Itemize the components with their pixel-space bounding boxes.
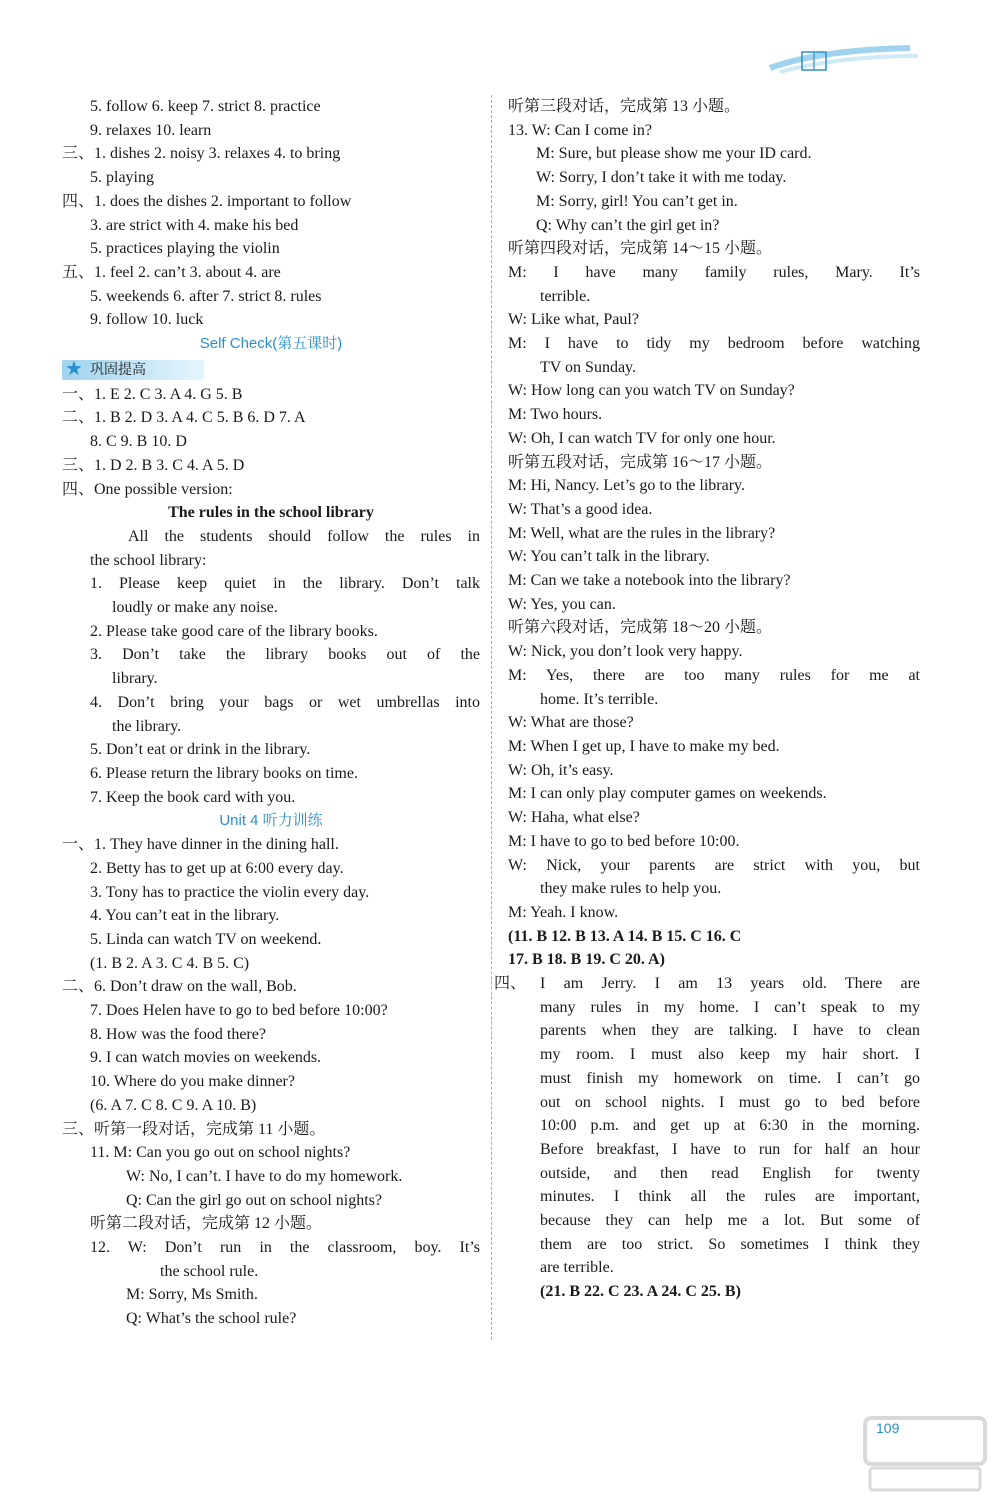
passage-line: them are too strict. So sometimes I think they: [540, 1235, 920, 1253]
passage-block: [494, 972, 920, 1304]
dialogue-line: M: Yes, there are too many rules for me at: [508, 666, 920, 684]
dialogue-line: M: I have many family rules, Mary. It’s: [508, 263, 920, 281]
left-column: [62, 95, 480, 1331]
answer-line: (11. B 12. B 13. A 14. B 15. C 16. C: [508, 927, 742, 945]
passage-line: out on school nights. I must go to bed before: [540, 1093, 920, 1111]
dialogue-line: W: Nick, you don’t look very happy.: [508, 643, 743, 661]
listening-line: Q: What’s the school rule?: [126, 1310, 297, 1328]
answer-line: 9. relaxes 10. learn: [90, 121, 212, 139]
dialogue-line: home. It’s terrible.: [540, 690, 659, 708]
passage-line: parents when they are talking. I have to clean: [540, 1022, 920, 1040]
dialogue-line: 13. W: Can I come in?: [508, 121, 652, 139]
answer-line: 9. follow 10. luck: [90, 311, 204, 329]
answer-line: 5. weekends 6. after 7. strict 8. rules: [90, 287, 322, 305]
listening-line: 11. M: Can you go out on school nights?: [90, 1144, 351, 1162]
passage-line: my room. I must also keep my hair short. I: [540, 1046, 920, 1064]
passage-line: are terrible.: [540, 1259, 614, 1277]
answer-line: 五、1. feel 2. can’t 3. about 4. are: [62, 263, 281, 281]
dialogue-line: W: Oh, it’s easy.: [508, 761, 614, 779]
essay-rule: 3. Don’t take the library books out of the: [90, 646, 480, 664]
dialogue-line: M: Can we take a notebook into the library?: [508, 572, 791, 590]
listening-line: Q: Can the girl go out on school nights?: [126, 1191, 382, 1209]
dialogue-line: M: Sure, but please show me your ID card.: [536, 145, 812, 163]
listening-line: 听第二段对话，完成第 12 小题。: [90, 1215, 323, 1233]
passage-line: minutes. I think all the rules are important,: [540, 1188, 920, 1206]
dialogue-line: 听第五段对话，完成第 16～17 小题。: [508, 453, 773, 471]
answer-line: 一、1. E 2. C 3. A 4. G 5. B: [62, 385, 243, 403]
dialogue-line: W: Yes, you can.: [508, 595, 616, 613]
dialogue-line: terrible.: [540, 287, 591, 305]
dialogue-line: TV on Sunday.: [540, 358, 636, 376]
passage-line: outside, and then read English for twenty: [540, 1164, 920, 1182]
listening-line: 10. Where do you make dinner?: [90, 1073, 295, 1091]
answer-line: 二、1. B 2. D 3. A 4. C 5. B 6. D 7. A: [62, 409, 306, 427]
answer-line: 5. playing: [90, 169, 154, 187]
book-decoration-icon: [760, 42, 920, 76]
dialogue-line: M: Hi, Nancy. Let’s go to the library.: [508, 477, 745, 495]
dialogue-line: M: Well, what are the rules in the library?: [508, 524, 776, 542]
answer-line: 17. B 18. B 19. C 20. A): [508, 951, 665, 969]
dialogue-line: W: How long can you watch TV on Sunday?: [508, 382, 795, 400]
passage-line: many rules in my home. I can’t speak to my: [540, 998, 920, 1016]
essay-rule: 5. Don’t eat or drink in the library.: [90, 741, 311, 759]
essay-rule-cont: the library.: [112, 717, 182, 735]
dialogue-line: W: Haha, what else?: [508, 809, 640, 827]
dialogue-line: M: I can only play computer games on weekends.: [508, 785, 827, 803]
listening-line: 9. I can watch movies on weekends.: [90, 1049, 322, 1067]
passage-line: because they can help me a lot. But some of: [540, 1212, 920, 1230]
essay-rule: 2. Please take good care of the library books.: [90, 622, 378, 640]
essay-rule-cont: library.: [112, 670, 158, 688]
passage-answers: (21. B 22. C 23. A 24. C 25. B): [540, 1283, 741, 1301]
essay-rule-cont: loudly or make any noise.: [112, 599, 278, 617]
passage-line: 10:00 p.m. and get up at 6:30 in the morning.: [540, 1117, 920, 1135]
listening-line: 5. Linda can watch TV on weekend.: [90, 930, 322, 948]
dialogue-line: M: I have to tidy my bedroom before watching: [508, 335, 920, 353]
answer-line: 三、1. dishes 2. noisy 3. relaxes 4. to bring: [62, 145, 341, 163]
passage-line: I am Jerry. I am 13 years old. There are: [540, 975, 920, 993]
column-divider: [491, 95, 492, 1340]
answer-line: 5. follow 6. keep 7. strict 8. practice: [90, 98, 321, 115]
dialogue-line: 听第六段对话，完成第 18～20 小题。: [508, 619, 773, 637]
listening-line: 7. Does Helen have to go to bed before 10:00?: [90, 1002, 388, 1020]
dialogue-line: W: Like what, Paul?: [508, 311, 639, 329]
listening-answers: (6. A 7. C 8. C 9. A 10. B): [90, 1096, 257, 1114]
essay-line: the school library:: [90, 551, 207, 569]
listening-line: 8. How was the food there?: [90, 1025, 266, 1043]
answer-line: 三、1. D 2. B 3. C 4. A 5. D: [62, 456, 245, 474]
listening-line: 3. Tony has to practice the violin every day.: [90, 883, 370, 901]
essay-rule: 4. Don’t bring your bags or wet umbrellas into: [90, 693, 480, 711]
dialogue-line: W: Sorry, I don’t take it with me today.: [536, 169, 787, 187]
dialogue-line: 听第四段对话，完成第 14～15 小题。: [508, 240, 773, 258]
listening-line: 12. W: Don’t run in the classroom, boy. It’s: [90, 1239, 480, 1257]
answer-line: 四、One possible version:: [62, 480, 233, 498]
dialogue-line: M: Sorry, girl! You can’t get in.: [536, 192, 738, 210]
essay-title: The rules in the school library: [168, 504, 374, 522]
dialogue-line: W: Nick, your parents are strict with you, but: [508, 856, 920, 874]
essay-rule: 6. Please return the library books on time.: [90, 764, 358, 782]
dialogue-line: they make rules to help you.: [540, 880, 722, 898]
essay-rule: 7. Keep the book card with you.: [90, 788, 296, 806]
answer-line: 四、1. does the dishes 2. important to follow: [62, 192, 352, 210]
dialogue-line: W: What are those?: [508, 714, 634, 732]
listening-line: 2. Betty has to get up at 6:00 every day.: [90, 859, 344, 877]
listening-line: 二、6. Don’t draw on the wall, Bob.: [62, 978, 297, 996]
section-title-unit4: Unit 4 听力训练: [219, 812, 323, 830]
answer-line: 3. are strict with 4. make his bed: [90, 216, 299, 234]
passage-line: must finish my homework on time. I can’t go: [540, 1069, 920, 1087]
page-number: 109: [876, 1420, 900, 1436]
essay-rule: 1. Please keep quiet in the library. Don’t talk: [90, 575, 480, 593]
listening-line: 三、听第一段对话，完成第 11 小题。: [62, 1120, 326, 1138]
dialogue-line: M: I have to go to bed before 10:00.: [508, 832, 740, 850]
passage-label: 四、: [494, 975, 527, 993]
listening-line: 一、1. They have dinner in the dining hall.: [62, 836, 339, 854]
listening-line: the school rule.: [160, 1262, 259, 1280]
section-title-self-check: Self Check(第五课时): [199, 335, 343, 353]
dialogue-line: M: Two hours.: [508, 406, 603, 424]
listening-answers: (1. B 2. A 3. C 4. B 5. C): [90, 954, 250, 972]
answer-line: 8. C 9. B 10. D: [90, 433, 187, 451]
passage-line: Before breakfast, I have to run for half an hour: [540, 1140, 920, 1158]
dialogue-line: Q: Why can’t the girl get in?: [536, 216, 720, 234]
dialogue-line: W: You can’t talk in the library.: [508, 548, 710, 566]
dialogue-line: W: That’s a good idea.: [508, 500, 653, 518]
essay-line: All the students should follow the rules in: [128, 527, 480, 545]
listening-line: M: Sorry, Ms Smith.: [126, 1286, 258, 1304]
listening-line: W: No, I can’t. I have to do my homework.: [126, 1167, 403, 1185]
dialogue-line: 听第三段对话，完成第 13 小题。: [508, 98, 741, 115]
answer-line: 5. practices playing the violin: [90, 240, 280, 258]
dialogue-line: M: When I get up, I have to make my bed.: [508, 737, 780, 755]
star-icon: ★: [65, 357, 83, 380]
banner-label: 巩固提高: [90, 361, 146, 378]
dialogue-line: W: Oh, I can watch TV for only one hour.: [508, 429, 776, 447]
dialogue-line: M: Yeah. I know.: [508, 903, 619, 921]
listening-line: 4. You can’t eat in the library.: [90, 907, 280, 925]
right-column: [494, 95, 920, 1304]
consolidation-banner: [62, 358, 480, 382]
